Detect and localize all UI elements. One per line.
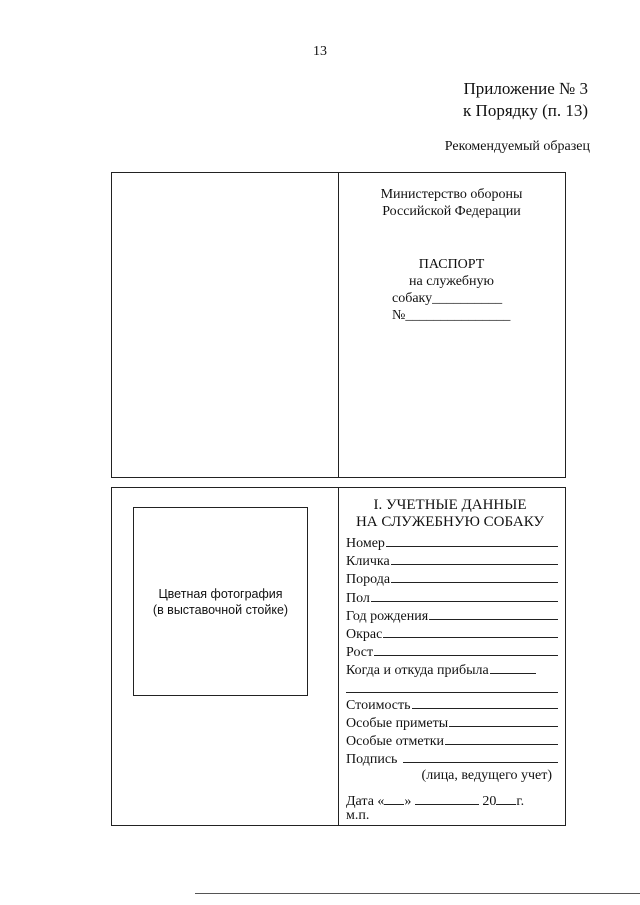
field-blank-line [383,624,558,638]
field-blank-line [490,660,536,674]
field-name [346,551,558,569]
sample-label: Рекомендуемый образец [444,139,590,154]
appendix-header [463,78,588,122]
field-blank-line [391,551,558,565]
field-sex [346,588,558,606]
registration-form [346,497,558,811]
passport-subtitle: на служебную [409,274,494,289]
field-label: Пол [346,590,370,606]
field-label: Подпись [346,752,398,768]
field-label: Когда и откуда прибыла [346,663,489,679]
field-label: Окрас [346,626,383,642]
date-month-blank [415,792,479,805]
field-label: Кличка [346,554,390,570]
field-features [346,713,558,731]
passport-title: ПАСПОРТ [418,257,485,272]
section-title [342,497,558,531]
photo-placeholder [133,507,308,696]
date-year-prefix: 20 [482,794,497,810]
field-blank-line [391,569,558,583]
page-number: 13 [313,44,327,59]
photo-line-1: Цветная фотография [158,587,283,601]
field-blank-line [445,731,558,745]
field-arrival [346,660,558,678]
field-birth-year [346,606,558,624]
field-blank-line [429,606,558,620]
field-label: Особые приметы [346,715,449,731]
passport-cover [337,172,566,324]
field-label: Рост [346,645,374,661]
field-cost [346,695,558,713]
dog-label: собаку__________ [392,291,503,306]
field-signature [346,749,558,767]
field-label: Порода [346,572,391,588]
photo-placeholder-text [134,586,307,618]
scan-edge-line [195,893,640,894]
field-label: Год рождения [346,608,429,624]
field-blank-line [374,642,558,656]
field-label: Номер [346,536,385,551]
date-year-blank [496,792,516,805]
passport-number-label: №_______________ [392,308,511,323]
date-prefix: Дата « [346,794,385,810]
field-blank-line [371,588,558,602]
field-blank-line [403,749,558,763]
appendix-line-1: Приложение № 3 [463,79,588,98]
field-blank-line [386,533,558,547]
appendix-line-2: к Порядку (п. 13) [463,101,588,120]
section-title-line-2: НА СЛУЖЕБНУЮ СОБАКУ [355,514,545,530]
field-color [346,624,558,642]
date-quote: » [404,794,412,810]
section-title-line-1: I. УЧЕТНЫЕ ДАННЫЕ [373,497,527,513]
field-label: Стоимость [346,697,411,713]
field-blank-line [412,695,558,709]
date-suffix: г. [516,794,525,810]
spread-fold-line [338,488,339,825]
ministry-line-1: Министерство обороны [380,187,523,202]
field-blank-line [449,713,558,727]
date-day-blank [384,792,404,805]
field-label: Особые отметки [346,733,444,749]
field-number [346,533,558,551]
seal-mark: м.п. [346,808,370,823]
ministry-line-2: Российской Федерации [382,204,521,219]
field-notes [346,731,558,749]
field-arrival-continuation-line [346,682,558,693]
photo-line-2: (в выставочной стойке) [152,603,289,617]
date-line [346,792,558,811]
field-height [346,642,558,660]
field-breed [346,569,558,587]
signature-note: (лица, ведущего учет) [421,768,552,784]
